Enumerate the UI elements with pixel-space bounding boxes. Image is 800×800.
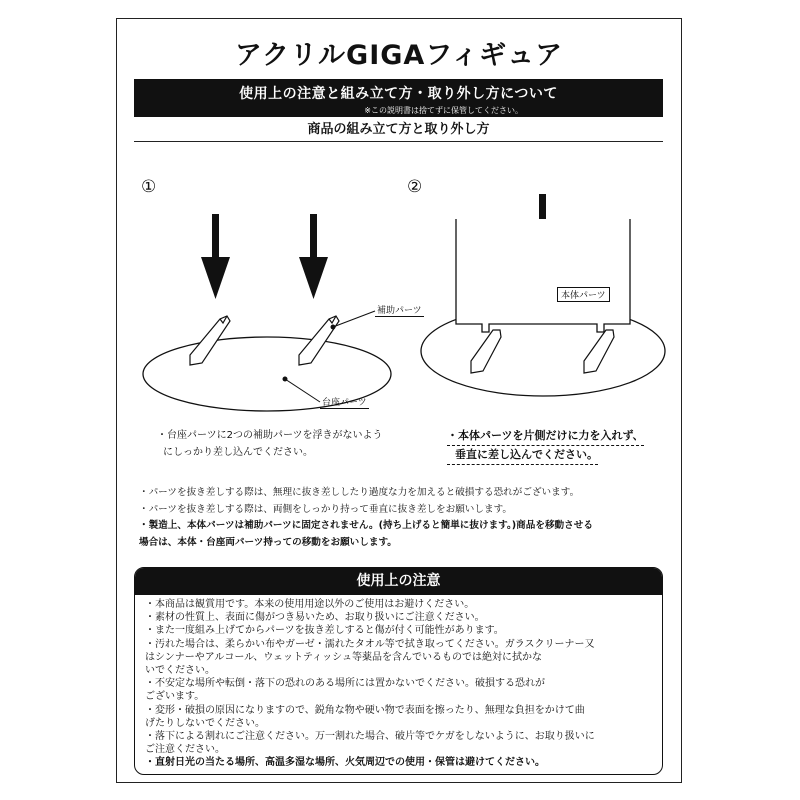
caution-item: ご注意ください。 xyxy=(145,744,225,756)
caution-item: ・また一度組み上げてからパーツを抜き差しすると傷が付く可能性があります。 xyxy=(145,625,504,637)
base-part-label: 台座パーツ xyxy=(320,395,369,409)
handling-notes xyxy=(139,485,669,551)
support-part-right-2 xyxy=(584,330,614,373)
support-part-right xyxy=(299,316,339,365)
support-part-label: 補助パーツ xyxy=(375,303,424,317)
down-arrow-icon xyxy=(299,214,328,299)
instruction-sheet xyxy=(116,18,682,783)
caution-list xyxy=(135,595,662,770)
caution-box xyxy=(134,567,663,775)
note-item: 場合は、本体・台座両パーツ持っての移動をお願いします。 xyxy=(139,536,397,548)
note-item: ・パーツを抜き差しする際は、無理に抜き差ししたり過度な力を加えると破損する恐れがございます。 xyxy=(139,487,580,498)
caution-heading: 使用上の注意 xyxy=(135,568,662,595)
note-item: ・製造上、本体パーツは補助パーツに固定されません。(持ち上げると簡単に抜けます。)商品を移動させる xyxy=(139,520,593,532)
caution-item: ・素材の性質上、表面に傷がつき易いため、お取り扱いにご注意ください。 xyxy=(145,612,485,624)
step-1-caption: ・台座パーツに2つの補助パーツを浮きがないよう にしっかり差し込んでください。 xyxy=(157,430,383,458)
product-title: アクリルGIGAフィギュア xyxy=(234,40,564,71)
caution-item: ・落下による割れにご注意ください。万一割れた場合、破片等でケガをしないように、お取り扱いに xyxy=(145,731,595,743)
caution-item: ・汚れた場合は、柔らかい布やガーゼ・濡れたタオル等で拭き取ってください。ガラスクリーナー又 xyxy=(145,638,595,650)
caution-item: ・本商品は観賞用です。本来の使用用途以外のご使用はお避けください。 xyxy=(145,599,475,610)
banner-note: ※この説明書は捨てずに保管してください。 xyxy=(364,106,523,115)
step-2-number: ② xyxy=(407,177,423,197)
caution-item: ・不安定な場所や転倒・落下の恐れのある場所には置かないでください。破損する恐れが xyxy=(145,678,545,690)
caution-item: げたりしないでください。 xyxy=(145,717,265,729)
step-2-caption: ・本体パーツを片側だけに力を入れず、 垂直に差し込んでください。 xyxy=(447,427,644,465)
assembly-diagram xyxy=(117,19,683,459)
caution-item: ございます。 xyxy=(145,691,205,703)
step-1-number: ① xyxy=(141,177,157,197)
caution-item: ・変形・破損の原因になりますので、鋭角な物や硬い物で表面を擦ったり、無理な負担をかけて曲 xyxy=(145,704,585,716)
note-item: ・パーツを抜き差しする際は、両側をしっかり持って垂直に抜き差しをお願いします。 xyxy=(139,503,513,515)
assembly-subheading: 商品の組み立て方と取り外し方 xyxy=(134,119,663,142)
body-part-panel xyxy=(456,219,630,332)
support-part-left xyxy=(190,316,230,365)
caution-item: いでください。 xyxy=(145,665,215,677)
banner-heading: 使用上の注意と組み立て方・取り外し方について xyxy=(239,86,558,102)
caution-item: はシンナーやアルコール、ウェットティッシュ等薬品を含んでいるものでは絶対に拭かな xyxy=(145,651,542,663)
caution-item: ・直射日光の当たる場所、高温多湿な場所、火気周辺での使用・保管は避けてください。 xyxy=(145,757,545,769)
body-part-label: 本体パーツ xyxy=(557,287,610,302)
down-arrow-icon xyxy=(201,214,230,299)
support-part-left-2 xyxy=(471,330,501,373)
